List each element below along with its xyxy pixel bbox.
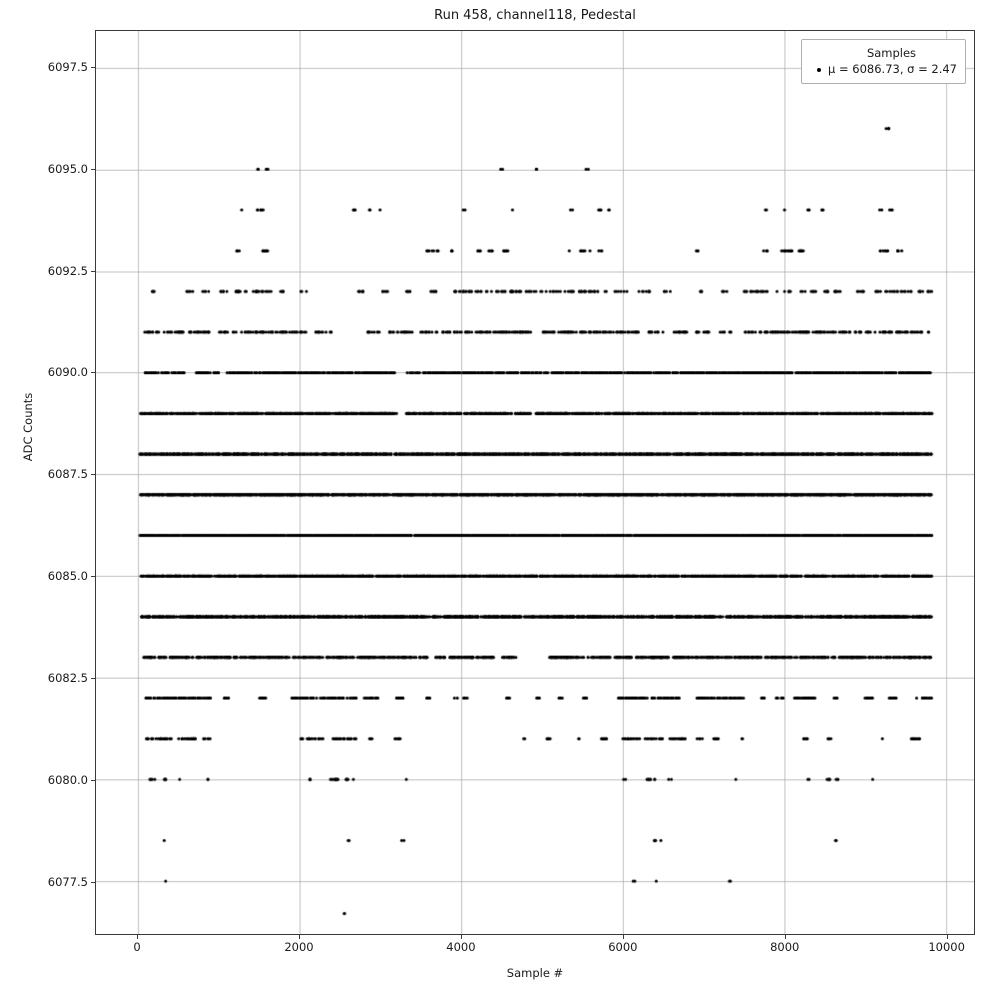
- x-tick-label: 10000: [928, 940, 965, 954]
- y-tick-label: 6082.5: [47, 671, 88, 686]
- y-tick-label: 6092.5: [47, 263, 88, 278]
- plot-area: [95, 30, 975, 935]
- y-tick-label: 6097.5: [47, 59, 88, 74]
- legend-entry: [810, 61, 957, 77]
- x-tick-mark: [461, 935, 462, 939]
- legend-entry-label: μ = 6086.73, σ = 2.47: [828, 62, 957, 76]
- legend-marker-point-icon: [810, 61, 828, 77]
- legend: [801, 39, 966, 84]
- y-tick-label: 6085.0: [47, 569, 88, 584]
- x-tick-mark: [623, 935, 624, 939]
- x-tick-mark: [785, 935, 786, 939]
- y-axis-label: ADC Counts: [21, 392, 35, 462]
- legend-title: Samples: [866, 46, 917, 60]
- x-tick-label: 6000: [608, 940, 638, 954]
- x-tick-label: 8000: [770, 940, 800, 954]
- x-tick-mark: [137, 935, 138, 939]
- chart-title: Run 458, channel118, Pedestal: [434, 8, 636, 23]
- y-tick-label: 6087.5: [47, 467, 88, 482]
- x-tick-label: 4000: [446, 940, 476, 954]
- x-tick-mark: [299, 935, 300, 939]
- y-tick-label: 6090.0: [47, 365, 88, 380]
- x-tick-mark: [947, 935, 948, 939]
- x-tick-label: 0: [133, 940, 141, 954]
- scatter-points: [96, 31, 974, 934]
- x-axis-label: Sample #: [506, 966, 564, 980]
- y-tick-label: 6095.0: [47, 161, 88, 176]
- y-tick-label: 6077.5: [47, 875, 88, 889]
- x-tick-label: 2000: [284, 940, 314, 954]
- y-tick-label: 6080.0: [47, 773, 88, 788]
